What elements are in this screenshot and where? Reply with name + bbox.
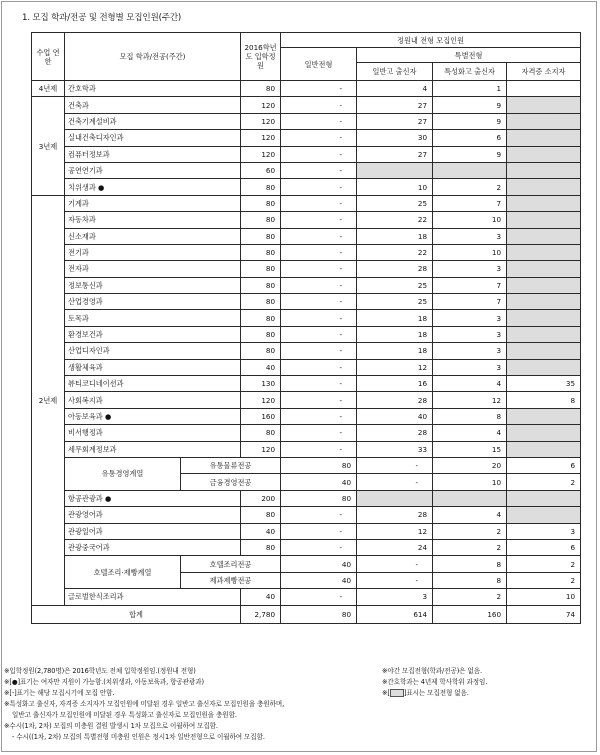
header-specialized: 특성화고 출신자 <box>433 63 507 81</box>
dept-cell: 비서행정과 <box>65 425 241 441</box>
certificate-cell <box>507 130 581 146</box>
table-row <box>32 228 581 244</box>
vocational-cell <box>357 490 433 506</box>
vocational-cell: 28 <box>357 392 433 408</box>
specialized-cell: 7 <box>433 277 507 293</box>
vocational-cell: 18 <box>357 228 433 244</box>
certificate-cell <box>507 359 581 375</box>
note-women-only: ※[●]표기는 여자만 지원이 가능함.(치위생과, 아동보육과, 항공관광과) <box>4 678 204 686</box>
certificate-cell: 10 <box>507 589 581 605</box>
quota-cell: 200 <box>241 490 281 506</box>
dept-cell: 토목과 <box>65 310 241 326</box>
table-row <box>32 244 581 260</box>
header-dept: 모집 학과/전공(주간) <box>65 33 241 81</box>
dept-cell: 관광일어과 <box>65 523 241 539</box>
specialized-cell: 2 <box>507 474 581 490</box>
vocational-cell: 25 <box>357 277 433 293</box>
quota-cell: 40 <box>241 589 281 605</box>
general-cell: - <box>281 162 357 178</box>
total-specialized: 160 <box>433 605 507 623</box>
table-row <box>32 457 581 473</box>
dept-cell: 자동차과 <box>65 212 241 228</box>
quota-cell: 40 <box>241 523 281 539</box>
specialized-cell: 4 <box>433 376 507 392</box>
quota-cell: 120 <box>241 113 281 129</box>
sub-dept-cell: 호텔조리전공 <box>181 556 281 572</box>
dept-cell: 항공관광과 ● <box>65 490 241 506</box>
dept-cell: 전자과 <box>65 261 241 277</box>
specialized-cell: 7 <box>433 195 507 211</box>
dept-cell: 관광중국어과 <box>65 539 241 555</box>
table-row <box>32 507 581 523</box>
table-row <box>32 162 581 178</box>
note-fill-2: 일반고 출신자가 모집인원에 미달된 경우 특성화고 출신자로 모집인원을 충원함. <box>12 711 237 719</box>
vocational-cell: 24 <box>357 539 433 555</box>
total-general: 80 <box>281 605 357 623</box>
dept-cell: 뷰티코디네이션과 <box>65 376 241 392</box>
general-cell: - <box>357 572 433 588</box>
certificate-cell <box>507 507 581 523</box>
table-row <box>32 113 581 129</box>
dept-cell: 사회복지과 <box>65 392 241 408</box>
vocational-cell: 22 <box>357 212 433 228</box>
certificate-cell <box>507 261 581 277</box>
quota-cell: 80 <box>241 212 281 228</box>
vocational-cell <box>357 162 433 178</box>
header-certificate: 자격증 소지자 <box>507 63 581 81</box>
table-row <box>32 277 581 293</box>
certificate-cell <box>507 277 581 293</box>
general-cell: - <box>281 97 357 113</box>
vocational-cell: 18 <box>357 326 433 342</box>
vocational-cell: 12 <box>357 359 433 375</box>
certificate-cell <box>507 212 581 228</box>
table-row <box>32 441 581 457</box>
vocational-cell: 3 <box>357 589 433 605</box>
certificate-cell <box>507 179 581 195</box>
table-row <box>32 97 581 113</box>
specialized-cell: 12 <box>433 392 507 408</box>
note-carryover-1: ※수시(1차, 2차) 모집의 미충원 결원 발생시 1차 모집으로 이월하여 모집함. <box>4 722 218 730</box>
specialized-cell: 3 <box>433 228 507 244</box>
total-quota: 2,780 <box>241 605 281 623</box>
table-row <box>32 392 581 408</box>
table-row <box>32 294 581 310</box>
general-cell: - <box>281 343 357 359</box>
quota-cell: 130 <box>241 376 281 392</box>
dept-cell: 건축과 <box>65 97 241 113</box>
general-cell: - <box>281 294 357 310</box>
dept-cell: 호텔조리·제빵계열 <box>65 556 181 589</box>
dept-cell: 공연연기과 <box>65 162 241 178</box>
table-row <box>32 261 581 277</box>
table-body <box>32 81 581 606</box>
sub-dept-cell: 금융경영전공 <box>181 474 281 490</box>
quota-cell: 80 <box>241 425 281 441</box>
table-row <box>32 376 581 392</box>
specialized-cell: 7 <box>433 294 507 310</box>
note-fill-1: ※특성화고 출신자, 자격증 소지자가 모집인원에 미달된 경우 일반고 출신자로 모집인원을 충원하며, <box>4 700 285 708</box>
certificate-cell <box>507 244 581 260</box>
certificate-cell <box>507 228 581 244</box>
vocational-cell: 30 <box>357 130 433 146</box>
dept-cell: 아동보육과 ● <box>65 408 241 424</box>
quota-cell: 120 <box>241 97 281 113</box>
dept-cell: 치위생과 ● <box>65 179 241 195</box>
general-cell: - <box>281 244 357 260</box>
general-cell: - <box>281 81 357 97</box>
quota-cell: 40 <box>281 474 357 490</box>
dept-cell: 글로벌한식조리과 <box>65 589 241 605</box>
quota-cell: 80 <box>241 179 281 195</box>
certificate-cell <box>507 146 581 162</box>
specialized-cell: 2 <box>433 589 507 605</box>
vocational-cell: 27 <box>357 97 433 113</box>
table-row <box>32 212 581 228</box>
quota-cell: 80 <box>241 507 281 523</box>
note-dash: ※[-]표기는 해당 모집시기에 모집 안함. <box>4 689 115 697</box>
table-row <box>32 343 581 359</box>
specialized-cell: 4 <box>433 425 507 441</box>
general-cell: - <box>281 359 357 375</box>
general-cell: - <box>281 441 357 457</box>
specialized-cell: 3 <box>433 326 507 342</box>
note-nursing: ※간호학과는 4년제 학사학위 과정임. <box>382 678 488 686</box>
general-cell: - <box>281 310 357 326</box>
vocational-cell: 28 <box>357 425 433 441</box>
dept-cell: 간호학과 <box>65 81 241 97</box>
quota-cell: 80 <box>241 294 281 310</box>
dept-cell: 생활체육과 <box>65 359 241 375</box>
general-cell: - <box>281 425 357 441</box>
total-vocational: 614 <box>357 605 433 623</box>
specialized-cell <box>433 162 507 178</box>
table-row <box>32 589 581 605</box>
specialized-cell: 2 <box>433 539 507 555</box>
dept-cell: 환경보건과 <box>65 326 241 342</box>
general-cell: - <box>281 146 357 162</box>
dept-cell: 정보통신과 <box>65 277 241 293</box>
note-quota: ※입학정원(2,780명)은 2016학년도 전체 입학정원임.(정원내 전형) <box>4 667 196 675</box>
header-special: 특별전형 <box>357 48 581 63</box>
certificate-cell: 6 <box>507 539 581 555</box>
general-cell: - <box>281 326 357 342</box>
dept-cell: 전기과 <box>65 244 241 260</box>
years-cell: 4년제 <box>32 81 65 97</box>
certificate-cell: 3 <box>507 523 581 539</box>
dept-cell: 기계과 <box>65 195 241 211</box>
certificate-cell <box>507 490 581 506</box>
page-title: 1. 모집 학과/전공 및 전형별 모집인원(주간) <box>22 13 182 23</box>
general-cell: - <box>281 408 357 424</box>
sub-dept-cell: 유통물류전공 <box>181 457 281 473</box>
quota-cell: 120 <box>241 392 281 408</box>
vocational-cell: 10 <box>433 474 507 490</box>
dept-cell: 건축기계설비과 <box>65 113 241 129</box>
quota-cell: 80 <box>241 81 281 97</box>
header-quota: 2016학년도 입학정원 <box>241 33 281 81</box>
vocational-cell: 27 <box>357 146 433 162</box>
total-label: 합계 <box>32 605 241 623</box>
note-shade-prefix: ※[ <box>382 689 390 697</box>
general-cell: - <box>281 195 357 211</box>
certificate-cell <box>507 343 581 359</box>
table-row <box>32 490 581 506</box>
specialized-cell: 8 <box>433 408 507 424</box>
table-row <box>32 130 581 146</box>
specialized-cell: 10 <box>433 244 507 260</box>
general-cell: - <box>281 261 357 277</box>
quota-cell: 80 <box>241 310 281 326</box>
dept-cell: 세무회계정보과 <box>65 441 241 457</box>
specialized-cell: 2 <box>433 523 507 539</box>
specialized-cell: 3 <box>433 310 507 326</box>
quota-cell: 80 <box>241 539 281 555</box>
general-cell: - <box>357 556 433 572</box>
vocational-cell: 25 <box>357 195 433 211</box>
vocational-cell: 18 <box>357 310 433 326</box>
table-row <box>32 408 581 424</box>
specialized-cell: 3 <box>433 343 507 359</box>
specialized-cell: 9 <box>433 113 507 129</box>
header-group: 정원내 전형 모집인원 <box>281 33 581 48</box>
dept-cell: 신소재과 <box>65 228 241 244</box>
general-cell: - <box>281 179 357 195</box>
vocational-cell: 28 <box>357 261 433 277</box>
dept-cell: 산업경영과 <box>65 294 241 310</box>
certificate-cell <box>507 113 581 129</box>
quota-cell: 80 <box>241 244 281 260</box>
vocational-cell: 10 <box>357 179 433 195</box>
quota-cell: 120 <box>241 130 281 146</box>
shade-swatch <box>390 689 404 697</box>
note-shade <box>382 689 469 698</box>
specialized-cell: 9 <box>433 97 507 113</box>
certificate-cell <box>507 441 581 457</box>
vocational-cell: 12 <box>357 523 433 539</box>
vocational-cell: 8 <box>433 572 507 588</box>
specialized-cell: 9 <box>433 146 507 162</box>
specialized-cell: 2 <box>507 572 581 588</box>
general-cell: - <box>281 212 357 228</box>
note-night: ※야간 모집전형(학과/전공)은 없음. <box>382 667 482 675</box>
specialized-cell: 15 <box>433 441 507 457</box>
vocational-cell: 4 <box>357 81 433 97</box>
quota-cell: 120 <box>241 146 281 162</box>
vocational-cell: 28 <box>357 507 433 523</box>
sub-dept-cell: 제과제빵전공 <box>181 572 281 588</box>
specialized-cell: 6 <box>433 130 507 146</box>
quota-cell: 40 <box>281 572 357 588</box>
table-row <box>32 146 581 162</box>
dept-cell: 실내건축디자인과 <box>65 130 241 146</box>
general-cell: - <box>281 507 357 523</box>
certificate-cell <box>507 195 581 211</box>
general-cell: - <box>281 277 357 293</box>
specialized-cell: 2 <box>507 556 581 572</box>
quota-cell: 80 <box>241 195 281 211</box>
vocational-cell: 16 <box>357 376 433 392</box>
quota-cell: 40 <box>281 556 357 572</box>
vocational-cell: 22 <box>357 244 433 260</box>
quota-cell: 80 <box>241 261 281 277</box>
general-cell: - <box>357 457 433 473</box>
general-cell: - <box>281 376 357 392</box>
table-row <box>32 195 581 211</box>
certificate-cell <box>507 310 581 326</box>
specialized-cell <box>433 490 507 506</box>
table-row <box>32 425 581 441</box>
specialized-cell: 10 <box>433 212 507 228</box>
specialized-cell: 1 <box>433 81 507 97</box>
certificate-cell <box>507 326 581 342</box>
vocational-cell: 8 <box>433 556 507 572</box>
certificate-cell <box>507 408 581 424</box>
certificate-cell <box>507 81 581 97</box>
quota-cell: 80 <box>241 228 281 244</box>
note-carryover-2: - 수시((1차, 2차) 모집의 특별전형 미충원 인원은 정시1차 일반전형으로 이월하여 모집함. <box>12 733 265 741</box>
quota-cell: 160 <box>241 408 281 424</box>
quota-cell: 80 <box>241 326 281 342</box>
vocational-cell: 33 <box>357 441 433 457</box>
quota-cell: 60 <box>241 162 281 178</box>
quota-cell: 120 <box>241 441 281 457</box>
vocational-cell: 25 <box>357 294 433 310</box>
quota-cell: 80 <box>281 457 357 473</box>
vocational-cell: 18 <box>357 343 433 359</box>
table-row <box>32 179 581 195</box>
years-cell: 2년제 <box>32 195 65 605</box>
certificate-cell: 8 <box>507 392 581 408</box>
table-row <box>32 81 581 97</box>
dept-cell: 컴퓨터정보과 <box>65 146 241 162</box>
general-cell: - <box>357 474 433 490</box>
table-row <box>32 326 581 342</box>
table-row <box>32 310 581 326</box>
general-cell: - <box>281 228 357 244</box>
specialized-cell: 3 <box>433 359 507 375</box>
dept-cell: 산업디자인과 <box>65 343 241 359</box>
table-row <box>32 523 581 539</box>
general-cell: - <box>281 113 357 129</box>
quota-cell: 40 <box>241 359 281 375</box>
vocational-cell: 27 <box>357 113 433 129</box>
table-row <box>32 359 581 375</box>
specialized-cell: 2 <box>433 179 507 195</box>
vocational-cell: 20 <box>433 457 507 473</box>
table-row <box>32 556 581 572</box>
specialized-cell: 4 <box>433 507 507 523</box>
header-general: 일반전형 <box>281 48 357 81</box>
total-row <box>32 605 581 623</box>
general-cell: - <box>281 130 357 146</box>
header-years: 수업 연한 <box>32 33 65 81</box>
years-cell: 3년제 <box>32 97 65 195</box>
general-cell: - <box>281 539 357 555</box>
specialized-cell: 6 <box>507 457 581 473</box>
certificate-cell <box>507 162 581 178</box>
dept-cell: 유통경영계열 <box>65 457 181 490</box>
header-vocational: 일반고 출신자 <box>357 63 433 81</box>
total-certificate: 74 <box>507 605 581 623</box>
specialized-cell: 3 <box>433 261 507 277</box>
certificate-cell <box>507 294 581 310</box>
general-cell: - <box>281 523 357 539</box>
certificate-cell: 35 <box>507 376 581 392</box>
admission-table <box>31 32 581 624</box>
note-shade-suffix: ]표시는 모집전형 없음. <box>403 689 469 697</box>
quota-cell: 80 <box>241 343 281 359</box>
certificate-cell <box>507 425 581 441</box>
general-cell: - <box>281 392 357 408</box>
quota-cell: 80 <box>241 277 281 293</box>
vocational-cell: 40 <box>357 408 433 424</box>
certificate-cell <box>507 97 581 113</box>
table-row <box>32 539 581 555</box>
dept-cell: 관광영어과 <box>65 507 241 523</box>
general-cell: 80 <box>281 490 357 506</box>
general-cell: - <box>281 589 357 605</box>
